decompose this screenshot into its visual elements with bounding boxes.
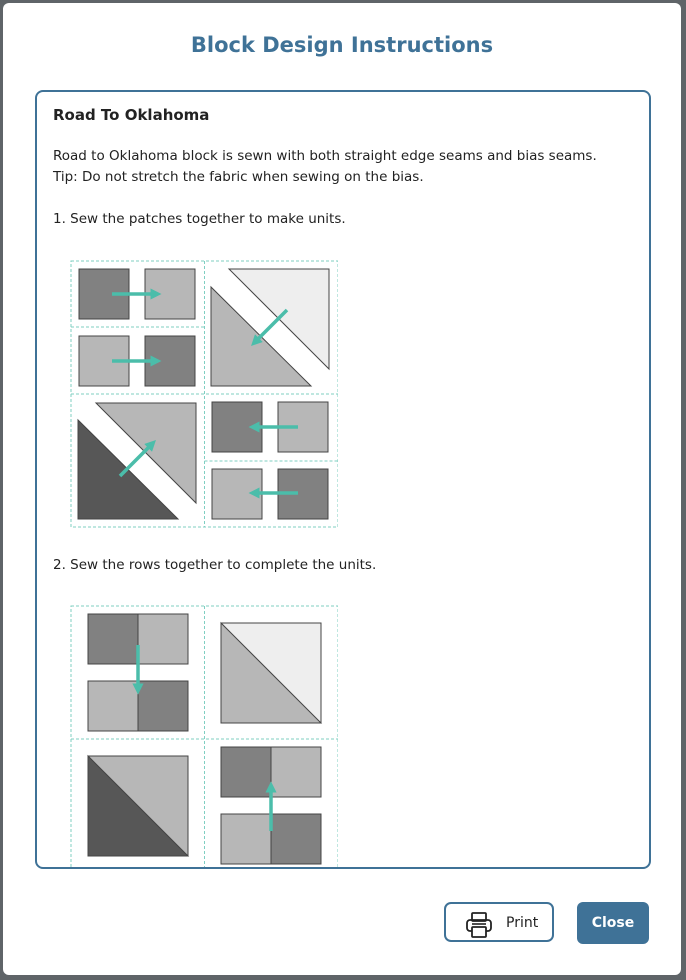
block-description bbox=[53, 146, 633, 188]
step-2-text: 2. Sew the rows together to complete the units. bbox=[53, 557, 377, 573]
dark-patch bbox=[221, 747, 271, 797]
block-design-dialog bbox=[3, 3, 681, 975]
dark-patch bbox=[138, 681, 188, 731]
light-patch bbox=[271, 747, 321, 797]
dark-patch bbox=[88, 614, 138, 664]
instructions-panel[interactable] bbox=[35, 90, 651, 869]
description-tip: Tip: Do not stretch the fabric when sewing on the bias. bbox=[53, 169, 424, 185]
light-patch bbox=[138, 614, 188, 664]
step-2-diagram bbox=[68, 605, 338, 869]
step-1-text: 1. Sew the patches together to make units. bbox=[53, 211, 346, 227]
light-patch bbox=[221, 814, 271, 864]
description-line: Road to Oklahoma block is sewn with both straight edge seams and bias seams. bbox=[53, 148, 597, 164]
print-button[interactable] bbox=[444, 902, 554, 942]
light-patch bbox=[88, 681, 138, 731]
block-name: Road To Oklahoma bbox=[53, 106, 210, 124]
arrow-diagonal-icon bbox=[255, 310, 287, 342]
printer-icon bbox=[464, 910, 494, 940]
print-label: Print bbox=[506, 915, 539, 931]
step-1-diagram bbox=[68, 260, 338, 530]
dark-patch bbox=[271, 814, 321, 864]
arrow-diagonal-icon bbox=[120, 444, 152, 476]
close-button[interactable]: Close bbox=[577, 902, 649, 944]
dialog-title: Block Design Instructions bbox=[190, 33, 494, 57]
